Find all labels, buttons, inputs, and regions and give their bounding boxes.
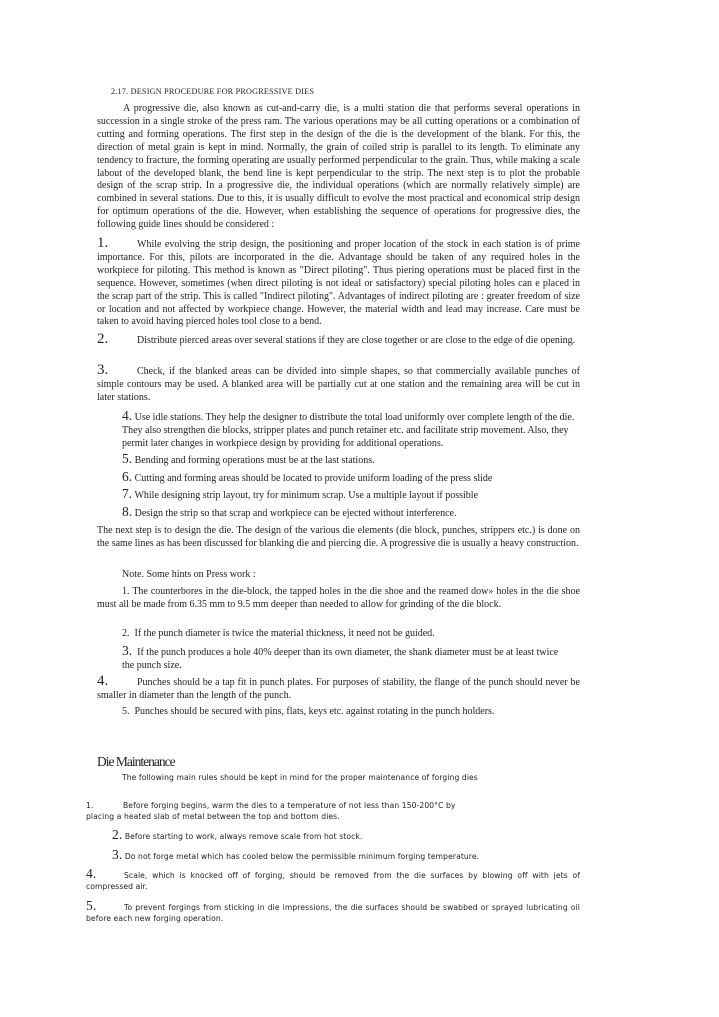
guideline-5: [122, 453, 577, 468]
guideline-3: [97, 364, 580, 405]
guideline-8: [122, 506, 577, 521]
hint-5: [97, 706, 497, 719]
rule-number: 4.: [86, 866, 97, 881]
guideline-text: While evolving the strip design, the positioning and proper location of the stock in each station is of prime importance. For this, pilots are incorporated in the die. Advantage should be taken of any required holes in the workpiece for piloting. This method is known as "Direct piloting". Thus piering operations must be placed first in the sequence. However, sometimes (when direct piloting is not ideal or satisfactory) special piloting holes can e placed in the scrap part of the strip. This is called "Indirect piloting". Advantages of indirect piloting are : greater freedom of size or location and not affected by workpiece change. However, the material width and lead may increase. Care must be taken to avoid having pierced holes tool close to a bend.: [97, 239, 580, 328]
rule-text: Before starting to work, always remove scale from hot stock.: [124, 832, 363, 841]
guideline-2: [97, 333, 580, 348]
hint-text: The counterbores in the die-block, the tapped holes in the die shoe and the reamed dow» holes in the die shoe must all be made from 6.35 mm to 9.5 mm deeper than needed to allow for grinding of the die block.: [97, 586, 580, 610]
hint-number: 2.: [122, 628, 130, 639]
guideline-1: [97, 237, 580, 329]
hint-number: 5.: [122, 706, 130, 717]
rule-number: 1.: [86, 801, 94, 810]
hint-4: [97, 675, 580, 703]
hint-text: If the punch diameter is twice the material thickness, it need not be guided.: [134, 628, 435, 639]
hint-number: 4.: [97, 673, 109, 689]
guideline-text: Use idle stations. They help the designer to distribute the total load uniformly over complete length of the die. They also strengthen die blocks, stripper plates and punch retainer etc. and facilitate strip movement. Also, they permit later changes in workpiece design by providing for additional operations.: [122, 412, 575, 449]
rule-number: 2.: [112, 827, 123, 842]
rule-5: [86, 900, 580, 924]
hint-text: Punches should be secured with pins, flats, keys etc. against rotating in the punch holders.: [134, 706, 495, 717]
rule-text: Before forging begins, warm the dies to a temperature of not less than 150-200°C by placing a heated slab of metal between the top and bottom dies.: [86, 801, 456, 821]
next-step-paragraph: The next step is to design the die. The design of the various die elements (die block, punches, strippers etc.) is done on the same lines as has been discussed for blanking die and piercing die. A progressive die is usually a heavy construction.: [97, 525, 580, 549]
guideline-number: 6.: [122, 469, 133, 484]
rule-text: Scale, which is knocked off of forging, should be removed from the die surfaces by blowing off with jets of compressed air.: [86, 871, 580, 891]
hint-text: Punches should be a tap fit in punch plates. For purposes of stability, the flange of the punch should never be smaller in diameter than the length of the punch.: [97, 677, 580, 701]
guideline-number: 2.: [97, 331, 109, 347]
rule-1: [86, 800, 486, 822]
guideline-text: While designing strip layout, try for minimum scrap. Use a multiple layout if possible: [134, 490, 479, 501]
rule-2: [112, 829, 362, 842]
hint-3: [122, 645, 562, 673]
guideline-text: Design the strip so that scrap and workpiece can be ejected without interference.: [134, 508, 457, 519]
guideline-text: Cutting and forming areas should be located to provide uniform loading of the press slide: [134, 473, 493, 484]
guideline-6: [122, 471, 577, 486]
guideline-text: Distribute pierced areas over several stations if they are close together or are close to the edge of die opening.: [137, 335, 576, 346]
guideline-number: 5.: [122, 451, 133, 466]
rule-text: To prevent forgings from sticking in die impressions, the die surfaces should be swabbed or sprayed lubricating oil before each new forging operation.: [86, 903, 580, 923]
rule-number: 3.: [112, 847, 123, 862]
rule-4: [86, 868, 580, 892]
guideline-number: 7.: [122, 486, 133, 501]
guideline-number: 3.: [97, 362, 109, 378]
guideline-4: [122, 410, 577, 451]
guideline-7: [122, 488, 577, 503]
hint-1: [97, 586, 580, 612]
rule-number: 5.: [86, 898, 97, 913]
guideline-text: Check, if the blanked areas can be divided into simple shapes, so that commercially available punches of simple contours may be used. A blanked area will be partially cut at one station and the remaining area will be cut in later stations.: [97, 366, 580, 403]
guideline-number: 1.: [97, 235, 109, 251]
intro-paragraph: A progressive die, also known as cut-and-carry die, is a multi station die that performs several operations in succession in a single stroke of the press ram. The various operations may be all cutting operations or a combination of cutting and forming operations. The first step in the design of the die is the development of the blank. For this, the direction of metal grain is kept in mind. Normally, the grain of coiled strip is parallel to its length. To eliminate any tendency to fracture, the forming operating are usually performed perpendicular to the grain. Thus, while making a scale labout of the developed blank, the bend line is kept perpendicular to the strip. The next step is to plot the probable design of the scrap strip. In a progressive die, the individual operations (which are normally relatively simple) are combined in several stations. Due to this, it is usually difficult to evolve the most practical and economical strip design for optimum operations of the die. However, when establishing the sequence of operations for progressive dies, the following guide lines should be considered :: [97, 103, 580, 231]
rule-3: [112, 849, 479, 862]
guideline-text: Bending and forming operations must be at the last stations.: [134, 455, 375, 466]
guideline-number: 4.: [122, 408, 133, 423]
guideline-number: 8.: [122, 504, 133, 519]
hint-number: 3.: [122, 643, 133, 658]
maintenance-intro: The following main rules should be kept in mind for the proper maintenance of forging dies: [122, 773, 478, 782]
section-title: 2.17. DESIGN PROCEDURE FOR PROGRESSIVE DIES: [111, 87, 315, 96]
hint-text: If the punch produces a hole 40% deeper than its own diameter, the shank diameter must be at least twice the punch size.: [122, 647, 559, 671]
hint-2: [122, 628, 577, 641]
note-heading: Note. Some hints on Press work :: [122, 569, 256, 580]
hint-number: 1.: [122, 586, 130, 597]
maintenance-heading: Die Maintenance: [97, 754, 175, 769]
rule-text: Do not forge metal which has cooled below the permissible minimum forging temperature.: [124, 852, 480, 861]
